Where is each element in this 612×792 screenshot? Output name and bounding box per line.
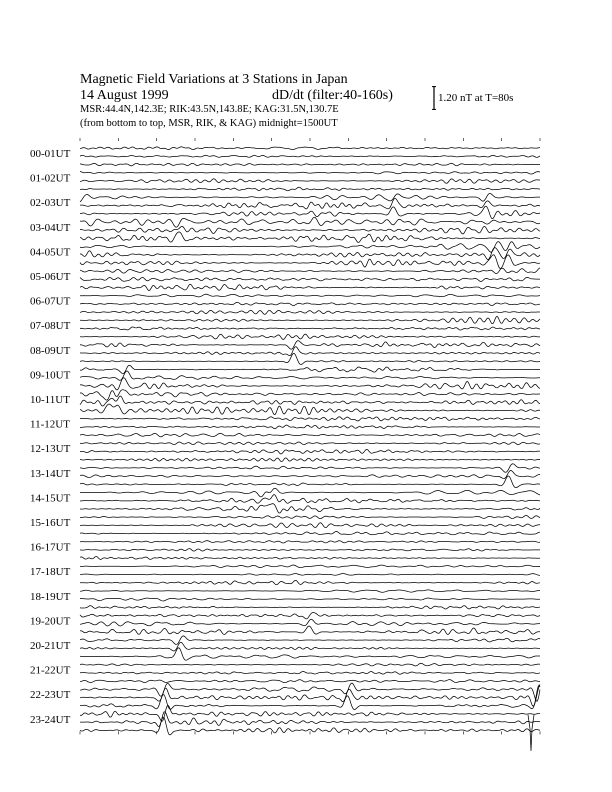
trace-line [80,425,540,429]
hour-label: 05-06UT [30,271,71,283]
trace-line [80,598,540,601]
hour-label: 07-08UT [30,320,71,333]
trace-line [80,147,540,150]
trace-line [80,232,540,243]
hour-label: 23-24UT [30,713,71,726]
trace-line [80,327,540,330]
trace-line [80,179,540,183]
trace-line [80,648,540,660]
trace-line [80,347,540,356]
hour-label: 13-14UT [30,467,71,480]
trace-line [80,515,540,518]
trace-spike [528,715,534,751]
trace-line [80,488,540,497]
hour-label: 19-20UT [30,615,71,628]
trace-line [80,353,540,364]
trace-line [80,590,540,592]
hour-label: 08-09UT [30,344,71,357]
minute-ticks [80,138,540,734]
trace-line [80,495,540,504]
trace-line [80,580,540,584]
trace-line [80,226,540,234]
trace-line [80,302,540,305]
trace-line [80,549,540,552]
trace-line [80,390,540,400]
trace-line [80,619,540,626]
trace-line [80,365,540,373]
trace-line [80,464,540,473]
trace-line [80,541,540,543]
trace-line [80,556,540,559]
trace-line [80,636,540,645]
trace-line [80,680,540,683]
trace-line [80,442,540,445]
chart-filter: dD/dt (filter:40-160s) [272,88,393,103]
trace-line [80,476,540,488]
trace-line [80,606,540,609]
trace-line [80,172,540,174]
trace-line [80,663,540,666]
hour-label: 20-21UT [30,640,71,652]
hour-label: 04-05UT [30,246,71,259]
scale-label: 1.20 nT at T=80s [438,92,514,104]
trace-line [80,565,540,568]
hour-label: 14-15UT [30,492,71,505]
trace-line [80,531,540,534]
trace-line [80,193,540,201]
hour-label: 18-19UT [30,590,71,603]
trace-line [80,242,540,253]
trace-line [80,396,540,406]
trace-line [80,155,540,157]
trace-line [80,684,540,706]
trace-line [80,248,540,260]
hour-label: 12-13UT [30,443,71,456]
chart-date: 14 August 1999 [80,88,169,103]
trace-line [80,268,540,274]
hour-label: 11-12UT [30,418,70,431]
trace-line [80,277,540,281]
trace-line [80,523,540,528]
trace-line [80,206,540,218]
chart-title: Magnetic Field Variations at 3 Stations in Japan [80,72,348,87]
station-coordinates: MSR:44.4N,142.3E; RIK:43.5N,143.8E; KAG:31.5N,130.7E [80,104,339,115]
trace-line [80,417,540,421]
trace-line [80,705,540,721]
trace-line [80,449,540,454]
trace-line [80,217,540,227]
trace-line [80,163,540,166]
trace-line [80,671,540,674]
hour-label: 00-01UT [30,148,71,160]
trace-line [80,316,540,323]
trace-line [80,371,540,380]
trace-line [80,294,540,297]
trace-line [80,574,540,576]
hour-label: 09-10UT [30,369,71,382]
trace-line [80,334,540,339]
trace-line [80,310,540,314]
hour-label: 03-04UT [30,221,71,234]
hour-label: 21-22UT [30,664,71,677]
trace-line [80,198,540,209]
hour-label: 10-11UT [30,394,70,406]
hour-label: 02-03UT [30,197,71,210]
hour-label: 17-18UT [30,566,71,579]
trace-line [80,255,540,269]
trace-line [80,378,540,390]
hour-label: 15-16UT [30,517,71,529]
trace-line [80,458,540,462]
trace-line [80,187,540,191]
trace-line [80,470,540,478]
trace-line [80,341,540,350]
hour-label: 06-07UT [30,295,71,308]
trace-line [80,626,540,635]
trace-line [80,404,540,415]
trace-line [80,613,540,619]
trace-line [80,284,540,290]
trace-order-note: (from bottom to top, MSR, RIK, & KAG) midnight=1500UT [80,118,338,129]
trace-line [80,504,540,513]
hour-label: 01-02UT [30,172,71,185]
trace-line [80,433,540,436]
trace-line [80,642,540,651]
hour-label: 16-17UT [30,541,71,554]
hour-label: 22-23UT [30,689,71,702]
